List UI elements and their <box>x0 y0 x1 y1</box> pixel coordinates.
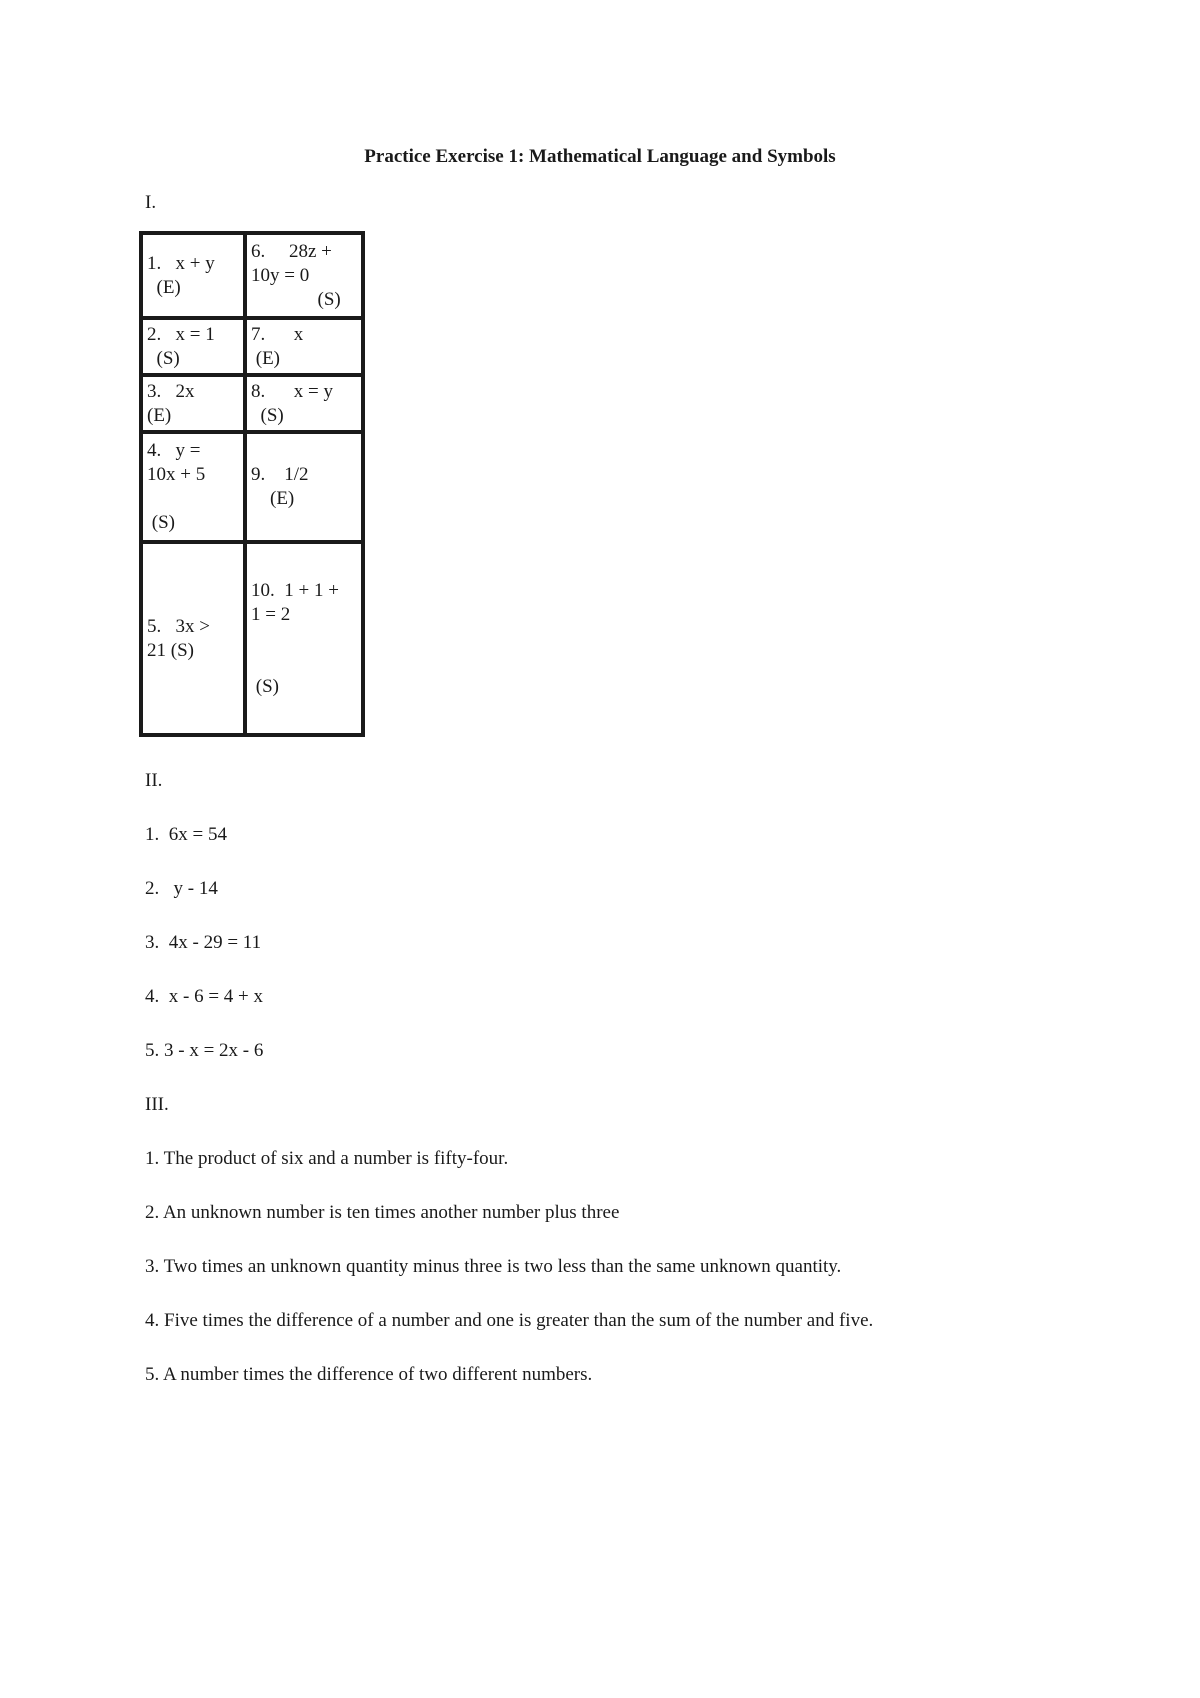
table-cell: 3. 2x (E) <box>141 375 245 432</box>
table-cell: 1. x + y (E) <box>141 233 245 318</box>
section-2-heading: II. <box>145 770 163 791</box>
table-row <box>141 233 363 318</box>
table-cell: 9. 1/2 (E) <box>245 432 363 542</box>
classification-table <box>139 231 365 737</box>
list-item: 1. The product of six and a number is fifty-four. <box>145 1148 509 1169</box>
table-row <box>141 375 363 432</box>
section-3-heading: III. <box>145 1094 169 1115</box>
list-item: 3. Two times an unknown quantity minus three is two less than the same unknown quantity. <box>145 1256 842 1277</box>
table-cell: 10. 1 + 1 + 1 = 2 (S) <box>245 542 363 735</box>
list-item: 4. x - 6 = 4 + x <box>145 986 264 1007</box>
table-row <box>141 318 363 375</box>
list-item: 4. Five times the difference of a number and one is greater than the sum of the number and five. <box>145 1310 874 1331</box>
table-cell: 8. x = y (S) <box>245 375 363 432</box>
table-row <box>141 542 363 735</box>
table-cell: 5. 3x > 21 (S) <box>141 542 245 735</box>
list-item: 5. 3 - x = 2x - 6 <box>145 1040 264 1061</box>
page-title: Practice Exercise 1: Mathematical Language and Symbols <box>364 146 836 167</box>
list-item: 5. A number times the difference of two different numbers. <box>145 1364 593 1385</box>
table-cell: 6. 28z + 10y = 0 (S) <box>245 233 363 318</box>
table-row <box>141 432 363 542</box>
list-item: 2. An unknown number is ten times another number plus three <box>145 1202 620 1223</box>
list-item: 1. 6x = 54 <box>145 824 227 845</box>
list-item: 3. 4x - 29 = 11 <box>145 932 262 953</box>
section-1-heading: I. <box>145 192 157 213</box>
table-cell: 4. y = 10x + 5 (S) <box>141 432 245 542</box>
table-cell: 7. x (E) <box>245 318 363 375</box>
table-cell: 2. x = 1 (S) <box>141 318 245 375</box>
list-item: 2. y - 14 <box>145 878 218 899</box>
